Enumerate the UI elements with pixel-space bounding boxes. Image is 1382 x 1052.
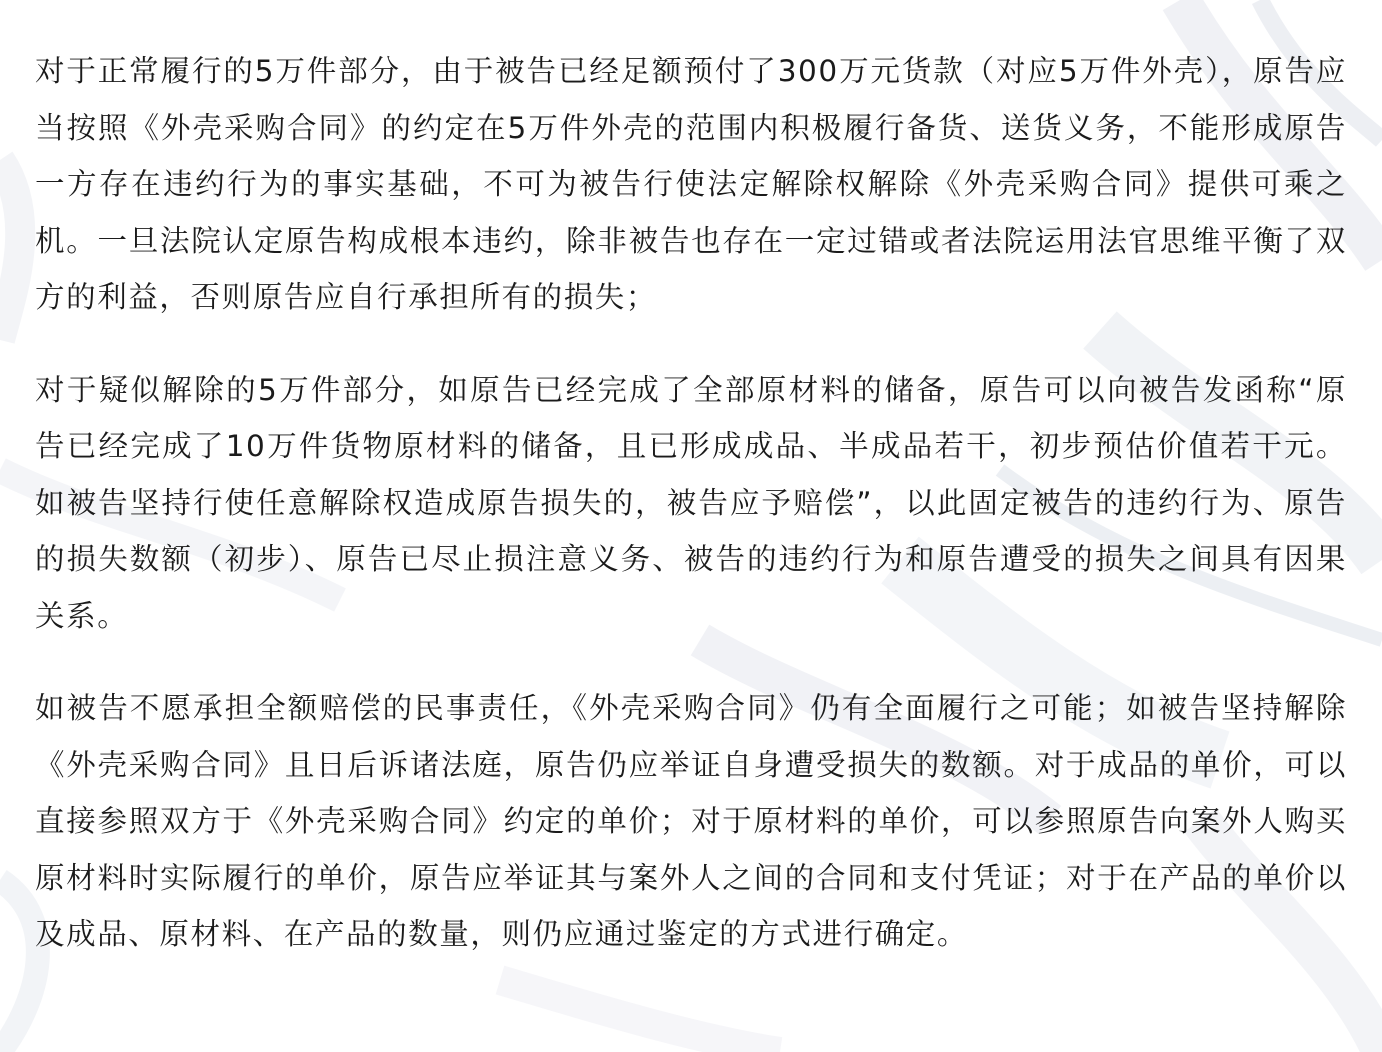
article-body [35,43,1347,999]
marble-vein [0,880,38,1052]
paragraph-damages-proof: 如被告不愿承担全额赔偿的民事责任，《外壳采购合同》仍有全面履行之可能；如被告坚持解除《外壳采购合同》且日后诉诸法庭，原告仍应举证自身遭受损失的数额。对于成品的单价，可以直接参照双方于《外壳采购合同》约定的单价；对于原材料的单价，可以参照原告向案外人购买原材料时实际履行的单价，原告应举证其与案外人之间的合同和支付凭证；对于在产品的单价以及成品、原材料、在产品的数量，则仍应通过鉴定的方式进行确定。 [35,691,1347,951]
paragraph-normal-performance: 对于正常履行的5万件部分，由于被告已经足额预付了300万元货款（对应5万件外壳），原告应当按照《外壳采购合同》的约定在5万件外壳的范围内积极履行备货、送货义务，不能形成原告一方存在违约行为的事实基础，不可为被告行使法定解除权解除《外壳采购合同》提供可乘之机。一旦法院认定原告构成根本违约，除非被告也存在一定过错或者法院运用法官思维平衡了双方的利益，否则原告应自行承担所有的损失； [35,54,1347,314]
marble-vein [0,160,20,340]
paragraph-suspected-termination: 对于疑似解除的5万件部分，如原告已经完成了全部原材料的储备，原告可以向被告发函称“原告已经完成了10万件货物原材料的储备，且已形成成品、半成品若干，初步预估价值若干元。如被告坚持行使任意解除权造成原告损失的，被告应予赔偿”，以此固定被告的违约行为、原告的损失数额（初步）、原告已尽止损注意义务、被告的违约行为和原告遭受的损失之间具有因果关系。 [35,372,1347,633]
